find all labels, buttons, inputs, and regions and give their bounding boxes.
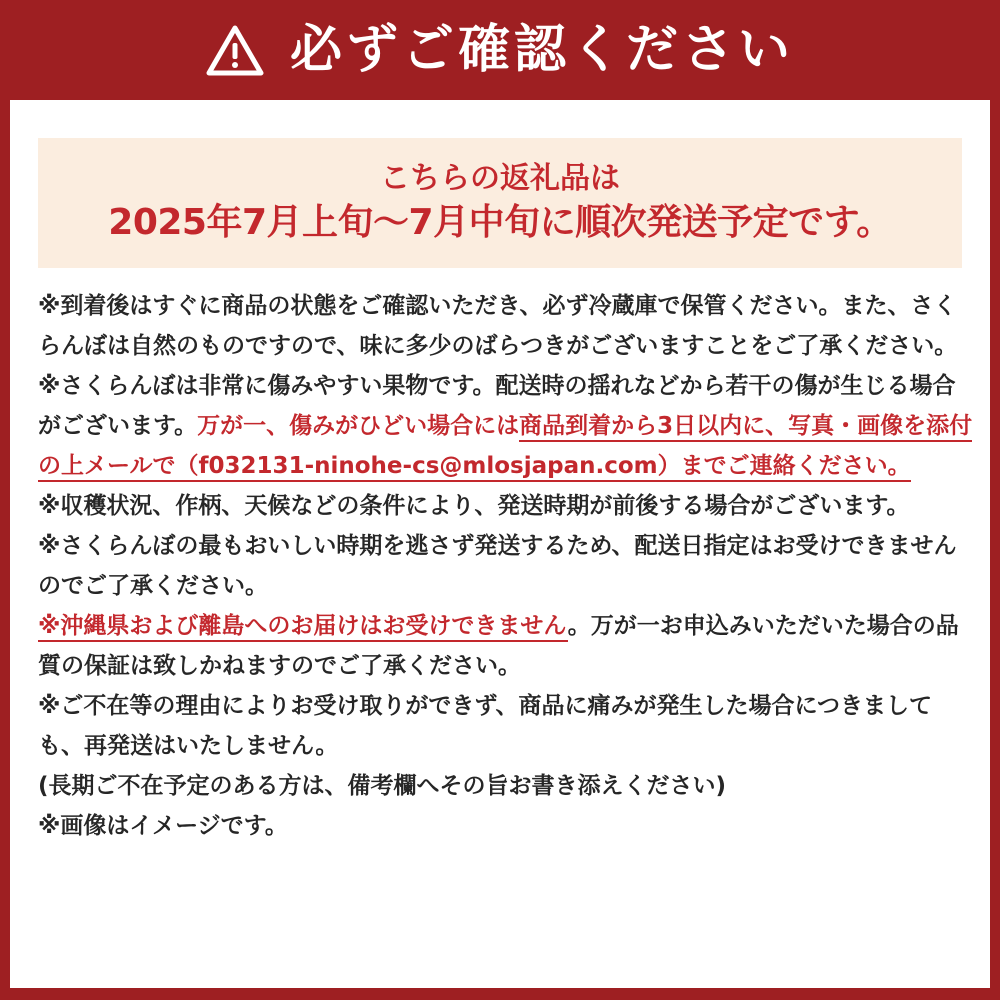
warning-icon — [206, 24, 264, 76]
page-title: 必ずご確認ください — [289, 20, 794, 80]
notes-body — [38, 286, 974, 846]
content-panel — [10, 100, 990, 988]
note-delivery-date: ※さくらんぼの最もおいしい時期を逃さず発送するため、配送日指定はお受けできませんのでご了承ください。 — [38, 533, 957, 599]
note-absence: ※ご不在等の理由によりお受け取りができず、商品に痛みが発生した場合につきましても、再発送はいたしません。 — [38, 693, 933, 759]
note-okinawa-text: 。万が一お申込みいただいた場合の品質の保証は致しかねますのでご了承ください。 — [38, 613, 959, 679]
shipping-notice-box — [38, 138, 962, 268]
note-image: ※画像はイメージです。 — [38, 813, 288, 839]
note-refrigerate: ※到着後はすぐに商品の状態をご確認いただき、必ず冷蔵庫で保管ください。また、さくらんぼは自然のものですので、味に多少のばらつきがございますことをご了承ください。 — [38, 293, 958, 359]
note-damage — [38, 366, 974, 486]
note-harvest: ※収穫状況、作柄、天候などの条件により、発送時期が前後する場合がございます。 — [38, 493, 910, 519]
note-damage-warning: 万が一、傷みがひどい場合には — [197, 413, 520, 439]
note-remarks: (長期ご不在予定のある方は、備考欄へその旨お書き添えください) — [38, 773, 727, 799]
note-okinawa — [38, 606, 974, 686]
note-damage-contact: 商品到着から3日以内に、写真・画像を添付の上メールで（f032131-ninohe-cs@mlosjapan.com）までご連絡ください。 — [38, 413, 972, 482]
note-damage-text: ※さくらんぼは非常に傷みやすい果物です。配送時の揺れなどから若干の傷が生じる場合がございます。 — [38, 373, 956, 439]
notice-line-1: こちらの返礼品は — [380, 161, 620, 196]
note-okinawa-warning: ※沖縄県および離島へのお届けはお受けできません — [38, 613, 568, 642]
notice-line-2: 2025年7月上旬〜7月中旬に順次発送予定です。 — [108, 202, 892, 243]
header-banner — [0, 0, 1000, 100]
